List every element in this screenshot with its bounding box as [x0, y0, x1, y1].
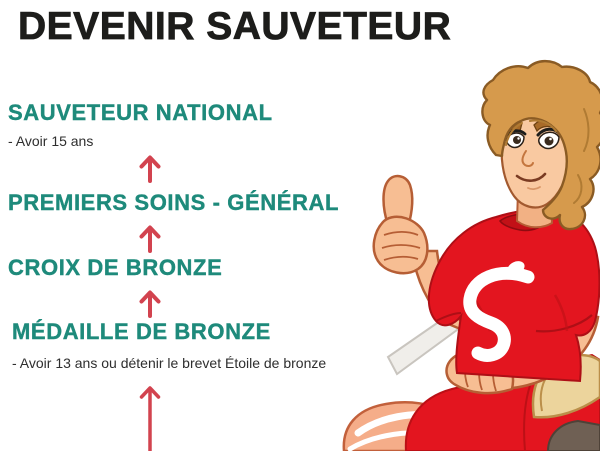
step-label-sauveteur-national: SAUVETEUR NATIONAL [8, 100, 273, 125]
long-up-arrow-icon [137, 383, 163, 456]
step-label-croix-de-bronze: CROIX DE BRONZE [8, 255, 223, 280]
mascot-head [482, 61, 600, 229]
up-arrow-icon [136, 152, 164, 189]
up-arrow-icon [136, 222, 164, 259]
page-title: DEVENIR SAUVETEUR [18, 5, 452, 48]
thumbs-up-hand [374, 176, 428, 273]
step-note-medaille-de-bronze: - Avoir 13 ans ou détenir le brevet Étoile de bronze [12, 355, 327, 371]
lifeguard-character-illustration [340, 55, 600, 451]
step-label-medaille-de-bronze: MÉDAILLE DE BRONZE [12, 319, 271, 344]
step-label-premiers-soins: PREMIERS SOINS - GÉNÉRAL [8, 190, 339, 215]
step-note-sauveteur-national: - Avoir 15 ans [8, 133, 94, 149]
